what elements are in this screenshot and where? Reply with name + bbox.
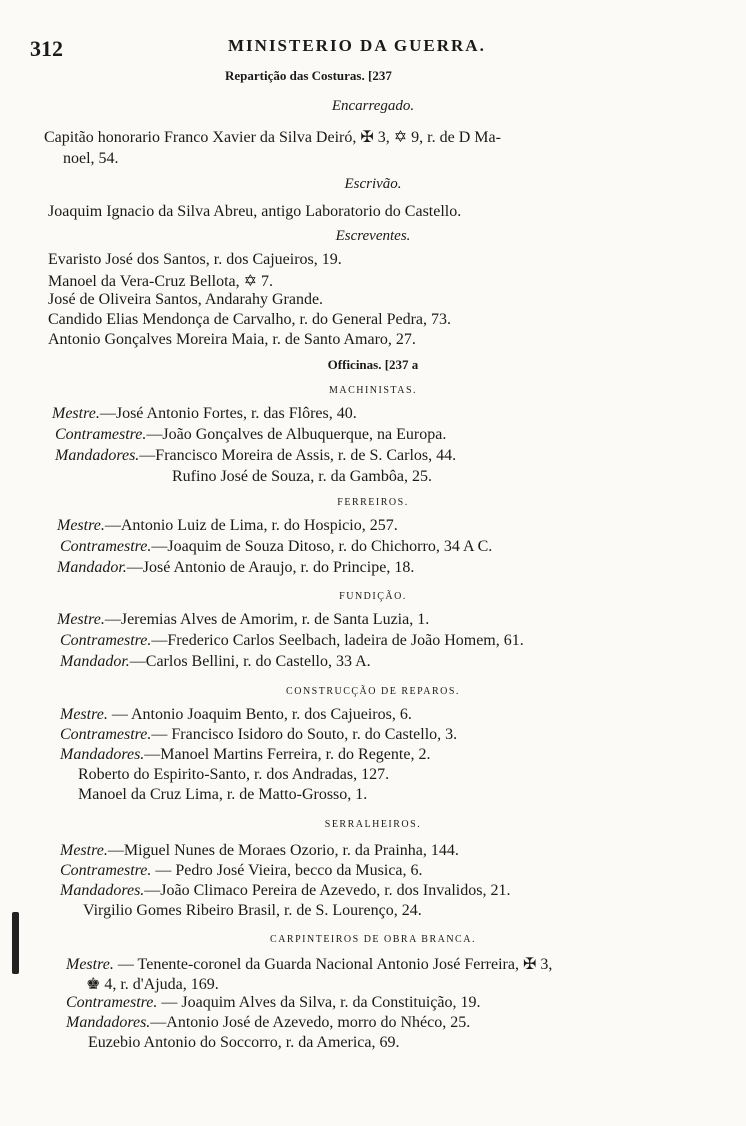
escrivao-line: Joaquim Ignacio da Silva Abreu, antigo Laboratorio do Castello. <box>48 203 462 220</box>
serralheiros-line: Contramestre. — Pedro José Vieira, becco da Musica, 6. <box>60 862 423 879</box>
heading-escrivao: Escrivão. <box>344 176 402 192</box>
carpinteiros-line: Mestre. — Tenente-coronel da Guarda Nacional Antonio José Ferreira, ✠ 3, <box>66 956 553 973</box>
fundicao-line: Mestre.—Jeremias Alves de Amorim, r. de Santa Luzia, 1. <box>57 611 430 628</box>
encarregado-line: noel, 54. <box>63 150 119 167</box>
encarregado-line: Capitão honorario Franco Xavier da Silva Deiró, ✠ 3, ✡ 9, r. de D Ma- <box>44 129 501 146</box>
heading-serralheiros: SERRALHEIROS. <box>324 819 422 830</box>
heading-escreventes: Escreventes. <box>335 228 411 244</box>
carpinteiros-line: Euzebio Antonio do Soccorro, r. da America, 69. <box>88 1034 400 1051</box>
section-subtitle: Repartição das Costuras. [237 <box>225 68 392 83</box>
construccao-line: Mestre. — Antonio Joaquim Bento, r. dos Cajueiros, 6. <box>60 706 412 723</box>
ferreiros-line: Mestre.—Antonio Luiz de Lima, r. do Hospicio, 257. <box>57 517 398 534</box>
ferreiros-line: Contramestre.—Joaquim de Souza Ditoso, r. do Chichorro, 34 A C. <box>60 538 493 555</box>
page-number: 312 <box>30 36 63 61</box>
running-title: MINISTERIO DA GUERRA. <box>228 36 486 55</box>
machinistas-line: Mandadores.—Francisco Moreira de Assis, r. de S. Carlos, 44. <box>55 447 457 464</box>
heading-carpinteiros: CARPINTEIROS DE OBRA BRANCA. <box>270 934 476 945</box>
heading-construccao: CONSTRUCÇÃO DE REPAROS. <box>286 686 460 697</box>
escrevente-line: José de Oliveira Santos, Andarahy Grande. <box>48 291 324 308</box>
ink-blot <box>12 912 19 974</box>
escrevente-line: Candido Elias Mendonça de Carvalho, r. do General Pedra, 73. <box>48 311 451 328</box>
machinistas-line: Mestre.—José Antonio Fortes, r. das Flôres, 40. <box>52 405 357 422</box>
construccao-line: Mandadores.—Manoel Martins Ferreira, r. do Regente, 2. <box>60 746 431 763</box>
serralheiros-line: Mandadores.—João Climaco Pereira de Azevedo, r. dos Invalidos, 21. <box>60 882 511 899</box>
machinistas-line: Rufino José de Souza, r. da Gambôa, 25. <box>172 468 432 485</box>
fundicao-line: Mandador.—Carlos Bellini, r. do Castello, 33 A. <box>60 653 371 670</box>
machinistas-line: Contramestre.—João Gonçalves de Albuquerque, na Europa. <box>55 426 447 443</box>
heading-fundicao: FUNDIÇÃO. <box>339 591 407 602</box>
serralheiros-line: Mestre.—Miguel Nunes de Moraes Ozorio, r. da Prainha, 144. <box>60 842 459 859</box>
heading-officinas: Officinas. [237 a <box>327 357 419 372</box>
serralheiros-line: Virgilio Gomes Ribeiro Brasil, r. de S. Lourenço, 24. <box>83 902 422 919</box>
carpinteiros-line: Contramestre. — Joaquim Alves da Silva, r. da Constituição, 19. <box>66 994 481 1011</box>
fundicao-line: Contramestre.—Frederico Carlos Seelbach, ladeira de João Homem, 61. <box>60 632 524 649</box>
carpinteiros-line: ♚ 4, r. d'Ajuda, 169. <box>86 976 219 993</box>
construccao-line: Roberto do Espirito-Santo, r. dos Andradas, 127. <box>78 766 390 783</box>
escrevente-line: Antonio Gonçalves Moreira Maia, r. de Santo Amaro, 27. <box>48 331 416 348</box>
heading-machinistas: MACHINISTAS. <box>328 385 418 396</box>
escrevente-line: Manoel da Vera-Cruz Bellota, ✡ 7. <box>48 273 274 290</box>
heading-encarregado: Encarregado. <box>331 98 415 114</box>
heading-ferreiros: FERREIROS. <box>337 497 409 508</box>
carpinteiros-line: Mandadores.—Antonio José de Azevedo, morro do Nhéco, 25. <box>66 1014 471 1031</box>
construccao-line: Contramestre.— Francisco Isidoro do Souto, r. do Castello, 3. <box>60 726 458 743</box>
construccao-line: Manoel da Cruz Lima, r. de Matto-Grosso, 1. <box>78 786 368 803</box>
ferreiros-line: Mandador.—José Antonio de Araujo, r. do Principe, 18. <box>57 559 415 576</box>
escrevente-line: Evaristo José dos Santos, r. dos Cajueiros, 19. <box>48 251 342 268</box>
